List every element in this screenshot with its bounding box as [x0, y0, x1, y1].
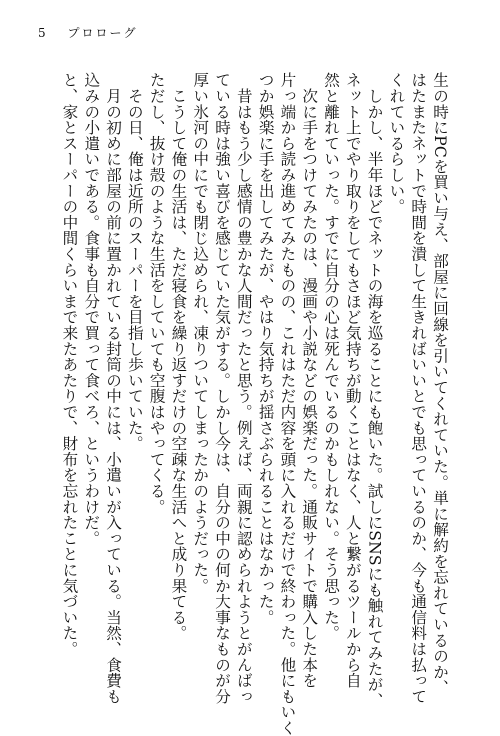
running-header [38, 24, 137, 41]
text-line: はたまたネットで時間を潰して生きればいいとでも思っているのか、今も通信料は払って [409, 72, 428, 704]
text-line: その日、俺は近所のスーパーを目指し歩いていた。 [125, 72, 144, 452]
text-line: 然と離れていった。すでに自分の心は死んでいるのかもしれない。そう思った。 [322, 72, 341, 641]
text-line: 込みの小遣いである。食事も自分で買って食べろ、というわけだ。 [82, 72, 101, 546]
text-line: 月の初めに部屋の前に置かれている封筒の中には、小遣いが入っている。当然、食費も [104, 72, 123, 704]
text-line: ネット上でやり取りをしてもさほど気持ちが動くことはなく、人と繋がるツールから自 [343, 72, 362, 689]
text-line: と、家とスーパーの中間くらいまで来たあたりで、財布を忘れたことに気づいた。 [60, 72, 79, 657]
text-line: こうして俺の生活は、ただ寝食を繰り返すだけの空疎な生活へと成り果てる。 [169, 72, 188, 641]
text-line: しかし、半年ほどでネットの海を巡ることにも飽いた。試しにSNSにも触れてみたが、 [365, 72, 384, 709]
text-line: ている時は強い喜びを感じていた気がする。しかし今は、自分の中の何か大事なものが分 [213, 72, 232, 704]
body-text [58, 72, 450, 736]
text-line: 片っ端から読み進めてみたものの、これはただ内容を頭に入れるだけで終わった。他にもいく [278, 72, 297, 736]
text-line: つか娯楽に手を出してみたが、やはり気持ちが揺さぶられることはなかった。 [256, 72, 275, 625]
text-line: 生の時にPCを買い与え、部屋に回線を引いてくれていた。単に解約を忘れているのか、 [431, 72, 449, 696]
page-number: 5 [38, 26, 48, 40]
text-line: ただし、抜け殻のような生活をしていても空腹はやってくる。 [147, 72, 166, 515]
text-line: くれているらしい。 [387, 72, 406, 215]
chapter-title: プロローグ [67, 26, 138, 40]
text-line: 昔はもう少し感情の豊かな人間だったと思う。例えば、両親に認められようとがんばっ [234, 72, 253, 704]
text-line: 厚い氷河の中にでも閉じ込められ、凍りついてしまったかのようだった。 [191, 72, 210, 594]
text-line: 次に手をつけてみたのは、漫画や小説などの娯楽だった。通販サイトで購入した本を [300, 72, 319, 689]
